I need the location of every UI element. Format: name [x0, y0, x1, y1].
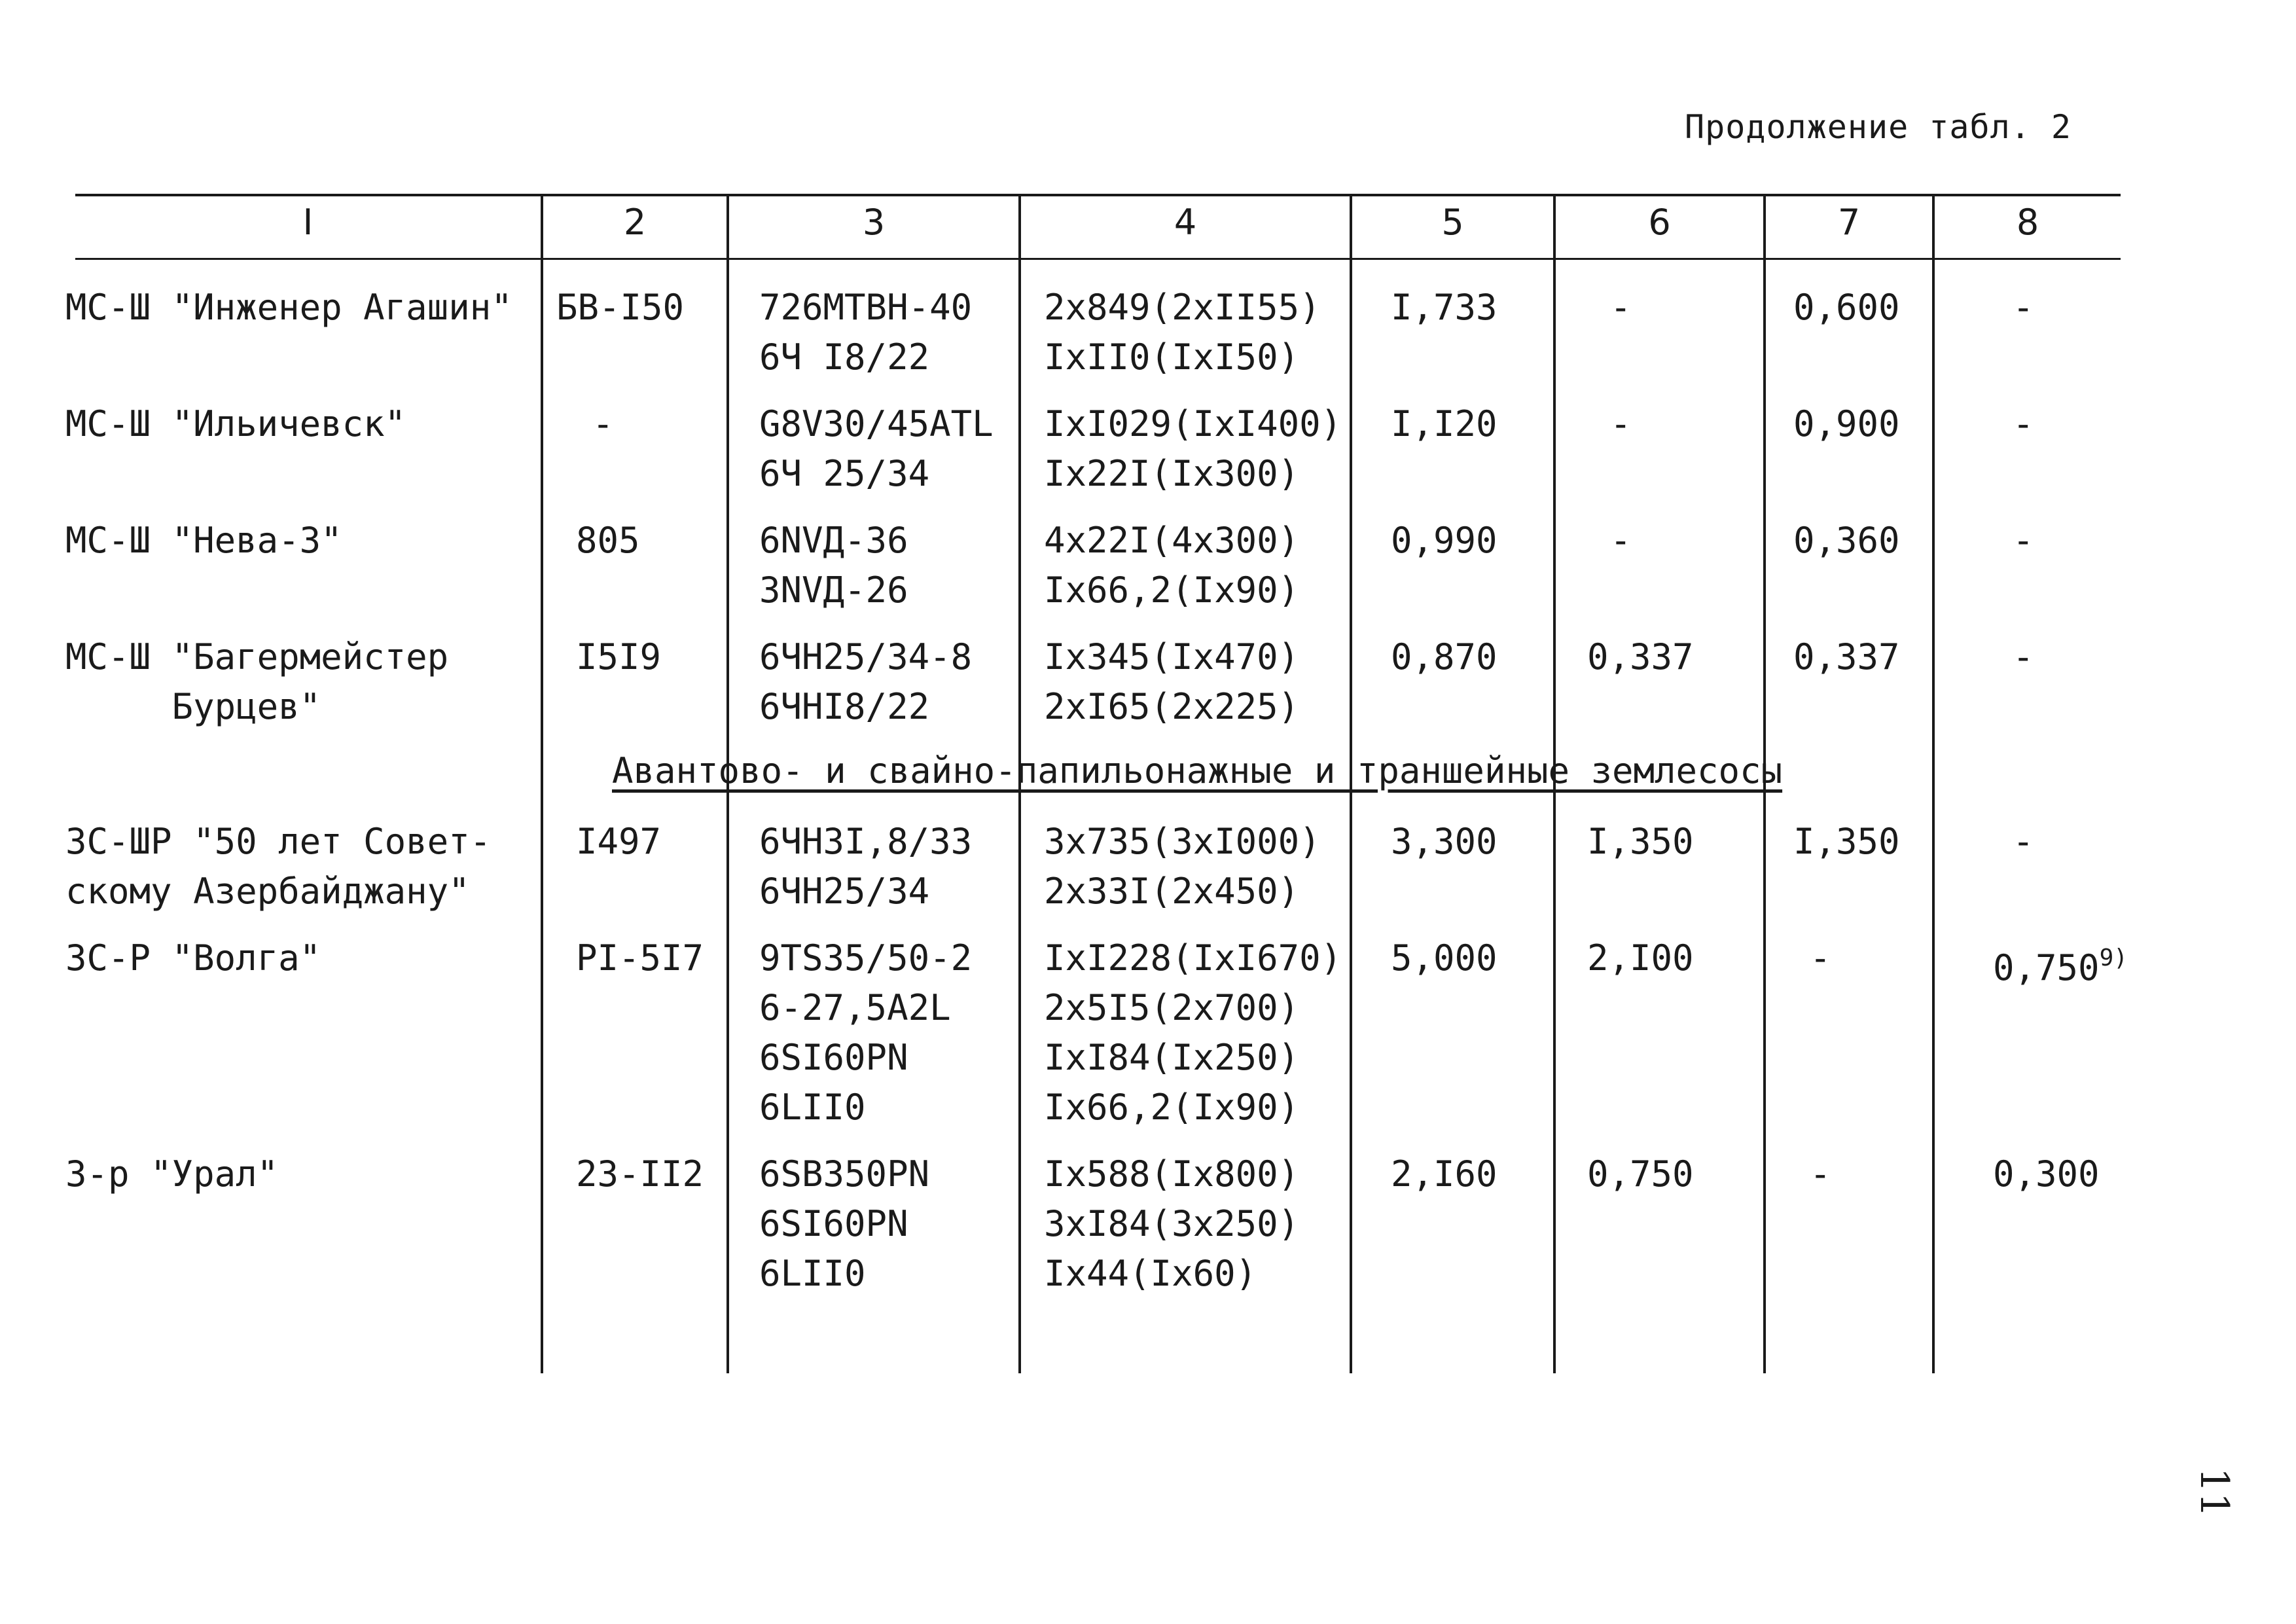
table-row-engine-type: 6SB350PN [759, 1153, 930, 1195]
table-row-value-7: 0,360 [1793, 520, 1900, 561]
table-row-engine-type: 6Ч 25/34 [759, 453, 930, 494]
table-row-value-6: 0,337 [1587, 636, 1694, 677]
table-row-value-7: 0,337 [1793, 636, 1900, 677]
value-8-text: 0,750 [1993, 947, 2100, 988]
table-row-engine-type: 6ЧНI8/22 [759, 686, 930, 727]
table-row-vessel-name: З-р "Урал" [65, 1153, 279, 1195]
header-bottom-rule [75, 258, 2121, 260]
table-row-value-5: 2,I60 [1391, 1153, 1498, 1195]
table-row-power: 2xI65(2x225) [1044, 686, 1300, 727]
table-row-power: Ix345(Ix470) [1044, 636, 1300, 677]
table-row-engine-type: 6ЧН3I,8/33 [759, 821, 973, 862]
table-row-value-7: 0,600 [1793, 287, 1900, 328]
table-row-value-8: - [2013, 403, 2034, 444]
table-row-engine-type: 3NVД-26 [759, 569, 908, 611]
section-subheader: Авантово- и свайно-папильонажные и траншейные землесосы [612, 750, 1783, 791]
table-row-value-5: 0,990 [1391, 520, 1498, 561]
table-row-power: IxI029(IxI400) [1044, 403, 1342, 444]
header-col-4: 4 [1174, 202, 1197, 243]
table-row-power: 4x22I(4x300) [1044, 520, 1300, 561]
table-row-value-5: 3,300 [1391, 821, 1498, 862]
table-row-power: Ix66,2(Ix90) [1044, 1087, 1300, 1128]
table-row-value-7: I,350 [1793, 821, 1900, 862]
table-row-power: 2x5I5(2x700) [1044, 987, 1300, 1028]
table-row-engine-type: 6-27,5A2L [759, 987, 951, 1028]
table-row-project: I5I9 [576, 636, 662, 677]
page-number: 11 [2191, 1467, 2238, 1518]
header-col-1: I [302, 202, 314, 243]
table-row-value-7: - [1810, 1153, 1831, 1195]
table-top-rule [75, 194, 2121, 196]
table-row-engine-type: 6SI60PN [759, 1203, 908, 1244]
table-caption: Продолжение табл. 2 [1685, 108, 2072, 146]
column-divider-7 [1932, 195, 1935, 1373]
table-row-value-7: - [1810, 937, 1831, 979]
table-row-engine-type: 9TS35/50-2 [759, 937, 973, 979]
table-row-vessel-name: МС-Ш "Инженер Агашин" [65, 287, 512, 328]
table-row-engine-type: 6Ч I8/22 [759, 336, 930, 378]
table-row-project: 805 [576, 520, 640, 561]
table-row-value-6: - [1610, 403, 1632, 444]
table-row-power: 2x33I(2x450) [1044, 871, 1300, 912]
table-row-value-7: 0,900 [1793, 403, 1900, 444]
footnote-marker: 9) [2099, 945, 2128, 971]
table-row-power: IxII0(IxI50) [1044, 336, 1300, 378]
table-row-value-8: - [2013, 636, 2034, 677]
table-row-engine-type: 6LII0 [759, 1087, 866, 1128]
table-row-value-5: I,I20 [1391, 403, 1498, 444]
table-row-power: Ix22I(Ix300) [1044, 453, 1300, 494]
table-row-project: PI-5I7 [576, 937, 704, 979]
table-row-project: - [592, 403, 614, 444]
table-row-value-6: I,350 [1587, 821, 1694, 862]
table-row-power: IxI84(Ix250) [1044, 1037, 1300, 1078]
table-row-power: Ix66,2(Ix90) [1044, 569, 1300, 611]
table-row-value-8: - [2013, 287, 2034, 328]
header-col-8: 8 [2016, 202, 2039, 243]
header-col-7: 7 [1837, 202, 1861, 243]
header-col-3: 3 [862, 202, 886, 243]
header-col-6: 6 [1648, 202, 1671, 243]
table-row-power: IxI228(IxI670) [1044, 937, 1342, 979]
table-row-engine-type: 726МТВН-40 [759, 287, 973, 328]
table-row-value-5: 0,870 [1391, 636, 1498, 677]
table-row-vessel-name: скому Азербайджану" [65, 871, 470, 912]
header-col-2: 2 [623, 202, 647, 243]
table-row-vessel-name: ЗС-ШР "50 лет Совет- [65, 821, 492, 862]
table-row-value-8 [1993, 933, 2128, 993]
table-row-engine-type: 6LII0 [759, 1253, 866, 1294]
table-row-value-8: - [2013, 821, 2034, 862]
table-row-engine-type: 6NVД-36 [759, 520, 908, 561]
table-row-engine-type: G8V30/45ATL [759, 403, 994, 444]
table-row-project: 23-II2 [576, 1153, 704, 1195]
table-row-power: Ix44(Ix60) [1044, 1253, 1257, 1294]
table-row-value-5: 5,000 [1391, 937, 1498, 979]
table-row-power: 3x735(3xI000) [1044, 821, 1321, 862]
table-row-engine-type: 6ЧН25/34 [759, 871, 930, 912]
table-row-vessel-name: МС-Ш "Нева-3" [65, 520, 342, 561]
table-row-power: 2x849(2xII55) [1044, 287, 1321, 328]
table-row-value-6: - [1610, 520, 1632, 561]
table-row-power: Ix588(Ix800) [1044, 1153, 1300, 1195]
table-row-value-5: I,733 [1391, 287, 1498, 328]
table-row-engine-type: 6ЧН25/34-8 [759, 636, 973, 677]
table-row-vessel-name: Бурцев" [65, 686, 321, 727]
table-row-value-8: - [2013, 520, 2034, 561]
table-row-value-6: 2,I00 [1587, 937, 1694, 979]
column-divider-1 [541, 195, 543, 1373]
table-row-project: БВ-I50 [556, 287, 685, 328]
table-row-power: 3xI84(3x250) [1044, 1203, 1300, 1244]
table-row-engine-type: 6SI60PN [759, 1037, 908, 1078]
table-row-value-6: - [1610, 287, 1632, 328]
table-row-project: I497 [576, 821, 662, 862]
table-row-value-6: 0,750 [1587, 1153, 1694, 1195]
table-row-vessel-name: ЗС-Р "Волга" [65, 937, 321, 979]
table-row-vessel-name: МС-Ш "Багермейстер [65, 636, 449, 677]
table-row-value-8: 0,300 [1993, 1153, 2100, 1195]
table-row-vessel-name: МС-Ш "Ильичевск" [65, 403, 406, 444]
header-col-5: 5 [1441, 202, 1464, 243]
